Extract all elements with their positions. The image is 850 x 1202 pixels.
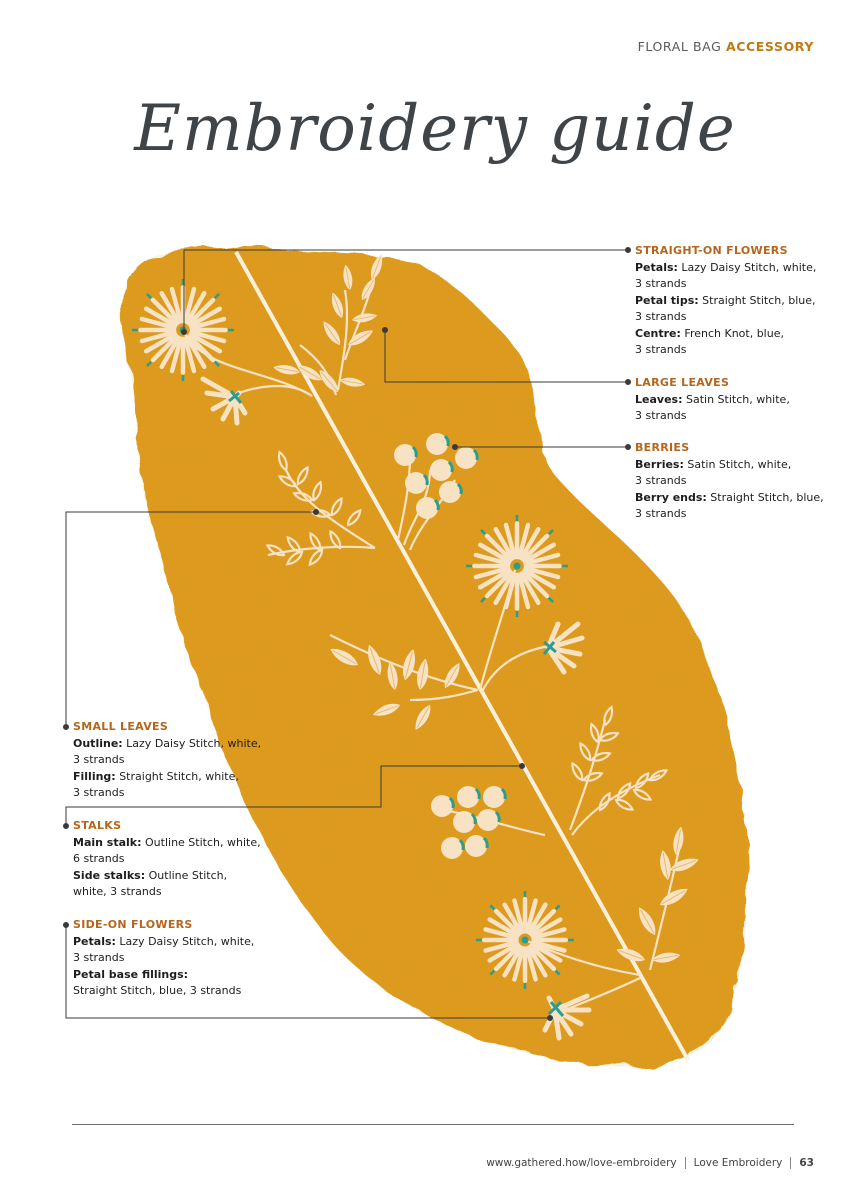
callout-heading: LARGE LEAVES bbox=[635, 376, 730, 389]
callout-text: Outline Stitch, white, bbox=[141, 835, 261, 849]
straight-on-flower bbox=[476, 891, 574, 989]
callout-term: Berry ends: bbox=[635, 490, 707, 504]
callout-large-leaves bbox=[635, 375, 835, 425]
callout-text: Straight Stitch, blue, bbox=[706, 490, 824, 504]
callout-heading: SMALL LEAVES bbox=[73, 720, 169, 733]
footer-separator bbox=[790, 1157, 791, 1169]
callout-heading: SIDE-ON FLOWERS bbox=[73, 918, 193, 931]
section-accent-label: ACCESSORY bbox=[725, 39, 814, 54]
callout-stalks bbox=[73, 818, 273, 901]
footer-separator bbox=[685, 1157, 686, 1169]
callout-term: Petals: bbox=[73, 934, 116, 948]
callout-side-on-flowers bbox=[73, 917, 273, 1000]
callout-text: 3 strands bbox=[635, 409, 687, 422]
page-footer bbox=[486, 1157, 814, 1169]
callout-text: 3 strands bbox=[635, 277, 687, 290]
callout-text: white, 3 strands bbox=[73, 885, 162, 898]
callout-text: 3 strands bbox=[73, 786, 125, 799]
callout-term: Main stalk: bbox=[73, 835, 142, 849]
footer-url[interactable]: www.gathered.how/love-embroidery bbox=[486, 1157, 677, 1169]
callout-term: Filling: bbox=[73, 769, 116, 783]
callout-term: Berries: bbox=[635, 457, 684, 471]
footer-divider bbox=[72, 1124, 794, 1125]
callout-term: Petals: bbox=[635, 260, 678, 274]
callout-heading: STRAIGHT-ON FLOWERS bbox=[635, 244, 788, 257]
callout-text: 3 strands bbox=[635, 474, 687, 487]
callout-straight-on-flowers bbox=[635, 243, 835, 359]
callout-text: 6 strands bbox=[73, 852, 125, 865]
callout-text: 3 strands bbox=[73, 951, 125, 964]
callout-text: 3 strands bbox=[635, 310, 687, 323]
callout-text: Straight Stitch, blue, bbox=[698, 293, 816, 307]
section-label: FLORAL BAG bbox=[637, 39, 722, 54]
callout-text: Lazy Daisy Stitch, white, bbox=[677, 260, 817, 274]
callout-heading: STALKS bbox=[73, 819, 122, 832]
callout-text: Satin Stitch, white, bbox=[683, 457, 792, 471]
callout-text: 3 strands bbox=[635, 507, 687, 520]
callout-term: Outline: bbox=[73, 736, 123, 750]
straight-on-flower bbox=[466, 515, 568, 617]
page-number: 63 bbox=[799, 1157, 814, 1169]
callout-small-leaves bbox=[73, 719, 273, 802]
callout-heading: BERRIES bbox=[635, 441, 690, 454]
page-title: Embroidery guide bbox=[134, 92, 736, 166]
callout-term: Side stalks: bbox=[73, 868, 146, 882]
callout-text: French Knot, blue, bbox=[680, 326, 784, 340]
callout-text: Satin Stitch, white, bbox=[682, 392, 790, 406]
callout-text: Lazy Daisy Stitch, white, bbox=[115, 934, 255, 948]
callout-text: Lazy Daisy Stitch, white, bbox=[122, 736, 262, 750]
callout-text: Outline Stitch, bbox=[145, 868, 228, 882]
callout-berries bbox=[635, 440, 835, 523]
callout-text: Straight Stitch, white, bbox=[115, 769, 239, 783]
callout-text: 3 strands bbox=[73, 753, 125, 766]
callout-term: Petal base fillings: bbox=[73, 967, 189, 981]
callout-term: Leaves: bbox=[635, 392, 683, 406]
callout-text: Straight Stitch, blue, 3 strands bbox=[73, 984, 242, 997]
footer-magazine: Love Embroidery bbox=[693, 1157, 783, 1169]
callout-term: Petal tips: bbox=[635, 293, 699, 307]
callout-text: 3 strands bbox=[635, 343, 687, 356]
callout-term: Centre: bbox=[635, 326, 681, 340]
